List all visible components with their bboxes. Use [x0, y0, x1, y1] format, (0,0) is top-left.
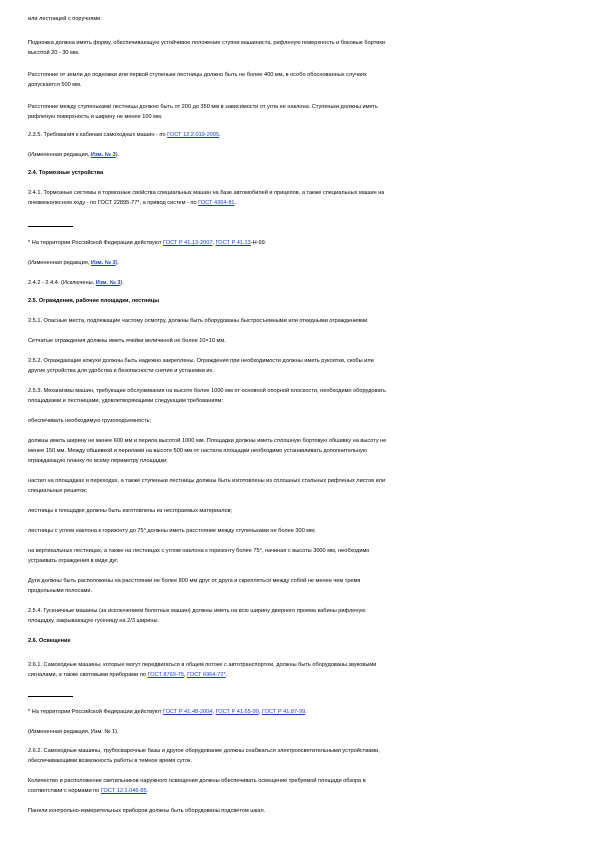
paragraph: Расстояние от земли до подножки или первой ступеньки лестницы должно быть не более 400 мм, в особо обоснованных случаях [28, 72, 367, 78]
text: , [258, 709, 262, 715]
amendment-note [28, 150, 576, 160]
paragraph: или лестницей с поручнями. [28, 16, 102, 22]
list-item: устраивать ограждения в виде дуг. [28, 558, 119, 564]
paragraph: допускается 500 мм. [28, 82, 82, 88]
list-item: специальных решеток; [28, 488, 88, 494]
text: , [212, 709, 216, 715]
paragraph: другие устройства для удобства и безопасности снятия и установки их. [28, 368, 214, 374]
text: 2.4.2 - 2.4.4. (Исключены, [28, 280, 96, 286]
text: . [225, 672, 228, 678]
text: ). [120, 280, 124, 286]
list-item: должны иметь ширину не менее 600 мм и перила высотой 1000 мм. Площадки должны иметь сплошную бортовую обшивку на высоту не [28, 438, 387, 444]
amendment-note: (Измененная редакция, Изм. № 1). [28, 729, 119, 735]
paragraph: рифленую поверхность и ширину не менее 100 мм. [28, 114, 163, 120]
text: ). [115, 152, 120, 158]
paragraph: обеспечивающими возможность работы в темное время суток. [28, 758, 193, 764]
amendment-note [28, 258, 576, 268]
text: , [212, 240, 216, 246]
text: . [219, 132, 221, 138]
list-item: менее 150 мм. Между обшивкой и перилами на высоте 500 мм от настила площадки необходимо устанавливать дополнительную [28, 448, 367, 454]
list-item: лестницы к площадке должны быть изготовлены из несгораемых материалов; [28, 508, 233, 514]
text: * На территории Российской Федерации действуют [28, 240, 163, 246]
amendment-link[interactable]: Изм. № 3 [95, 280, 121, 286]
paragraph: 2.6.1. Самоходные машины, которые могут передвигаться в общем потоке с автотранспортом, должны быть оборудованы звуковыми [28, 662, 377, 668]
section-heading: 2.6. Освещение [28, 638, 71, 644]
gost-link[interactable]: ГОСТ Р 41.13-2007 [163, 240, 213, 246]
gost-link[interactable]: ГОСТ 8769-75 [147, 672, 184, 678]
text: сигналами, а также световыми приборами по [28, 672, 148, 678]
paragraph: площадками и лестницами, удовлетворяющими следующим требованиям: [28, 398, 223, 404]
paragraph [28, 786, 576, 796]
text: (Измененная редакция, [28, 152, 91, 158]
section-heading [28, 130, 576, 140]
paragraph: Панели контрольно-измерительных приборов должны быть оборудованы подсветом шкал. [28, 808, 266, 814]
gost-link[interactable]: ГОСТ Р 41.87-99 [261, 709, 306, 715]
gost-link[interactable]: ГОСТ 4364-81 [198, 200, 235, 206]
list-item: ограждающую планку по всему периметру площадки; [28, 458, 168, 464]
paragraph: 2.5.3. Механизмы машин, требующие обслуживания на высоте более 1000 мм от основной опорной плоскости, необходимо оборудовать [28, 388, 386, 394]
text: пневмоколесном ходу - по ГОСТ 22895-77*, а привод систем - по [28, 200, 199, 206]
paragraph: Расстояние между ступеньками лестницы должно быть от 200 до 350 мм в зависимости от угла ее наклона. Ступеньки должны иметь [28, 104, 378, 110]
text: . [146, 788, 149, 794]
text: (Измененная редакция, [28, 260, 91, 266]
paragraph: Подножка должна иметь форму, обеспечивающую устойчивое положение ступни машиниста, рифленую поверхность и боковые бортики [28, 40, 385, 46]
paragraph: 2.5.2. Ограждающие кожухи должны быть надежно закреплены. Ограждения при необходимости должны иметь рукоятки, скобы или [28, 358, 374, 364]
text: 2.3.5. Требования к кабинам самоходных машин - по [28, 132, 168, 138]
paragraph: 2.5.1. Опасные места, подлежащие частому осмотру, должны быть оборудованы быстросъемными или откидными ограждениями. [28, 318, 369, 324]
footnote-divider [28, 696, 73, 697]
list-item: обеспечивать необходимую грузоподъемность; [28, 418, 152, 424]
paragraph: Количество и расположение светильников наружного освещения должны обеспечивать освещение требуемой площади обзора в [28, 778, 366, 784]
paragraph: высотой 20 - 30 мм. [28, 50, 80, 56]
paragraph: Дуги должны быть расположены на расстоянии не более 800 мм друг от друга и скрепляться между собой не менее чем тремя [28, 578, 361, 584]
amendment-link[interactable]: Изм. № 3 [90, 152, 116, 158]
paragraph [28, 670, 576, 680]
text: ). [115, 260, 120, 266]
paragraph: продольными полосами. [28, 588, 93, 594]
paragraph [28, 278, 576, 288]
paragraph: 2.5.4. Гусеничные машины (за исключением болотных машин) должны иметь на всю ширину дверного проема кабины рифленую [28, 608, 366, 614]
list-item: настил на площадках и переходах, а также ступеньки лестницы должны быть изготовлены из сплошных стальных рифленых листов или [28, 478, 386, 484]
footnote-divider [28, 226, 73, 227]
section-heading: 2.5. Ограждения, рабочие площадки, лестницы [28, 298, 159, 304]
footnote [28, 238, 576, 248]
paragraph: Сетчатые ограждения должны иметь ячейки величиной не более 10×10 мм. [28, 338, 226, 344]
paragraph: площадку, закрывающую гусеницу на 2/3 ширины. [28, 618, 160, 624]
paragraph [28, 198, 576, 208]
gost-link[interactable]: ГОСТ 12.2.019-2005 [167, 132, 220, 138]
gost-link[interactable]: ГОСТ Р 41.13 [215, 240, 251, 246]
text: . [234, 200, 237, 206]
text: * На территории Российской Федерации действуют [28, 709, 163, 715]
amendment-link[interactable]: Изм. № 3 [90, 260, 116, 266]
gost-link[interactable]: ГОСТ 6964-72* [187, 672, 226, 678]
gost-link[interactable]: ГОСТ Р 41.48-2004 [163, 709, 213, 715]
paragraph: 2.6.2. Самоходные машины, трубосварочные базы и другое оборудование должны снабжаться электроосветительными устройствами, [28, 748, 380, 754]
text: , [183, 672, 188, 678]
gost-link[interactable]: ГОСТ 12.1.046-85 [100, 788, 147, 794]
section-heading: 2.4. Тормозные устройства [28, 170, 104, 176]
gost-link[interactable]: ГОСТ Р 41.65-99 [215, 709, 259, 715]
text: -Н-99. [250, 240, 267, 246]
footnote [28, 707, 576, 717]
list-item: на вертикальных лестницах, а также на лестницах с углом наклона к горизонту более 75°, начиная с высоты 3000 мм, необходимо [28, 548, 370, 554]
paragraph: 2.4.1. Тормозные системы и тормозные свойства специальных машин на базе автомобилей и прицепов, а также специальных машин на [28, 190, 385, 196]
text: соответствии с нормами по [28, 788, 101, 794]
list-item: лестницы с углом наклона к горизонту до 75° должны иметь расстояние между ступеньками не более 300 мм; [28, 528, 316, 534]
text: . [305, 709, 307, 715]
